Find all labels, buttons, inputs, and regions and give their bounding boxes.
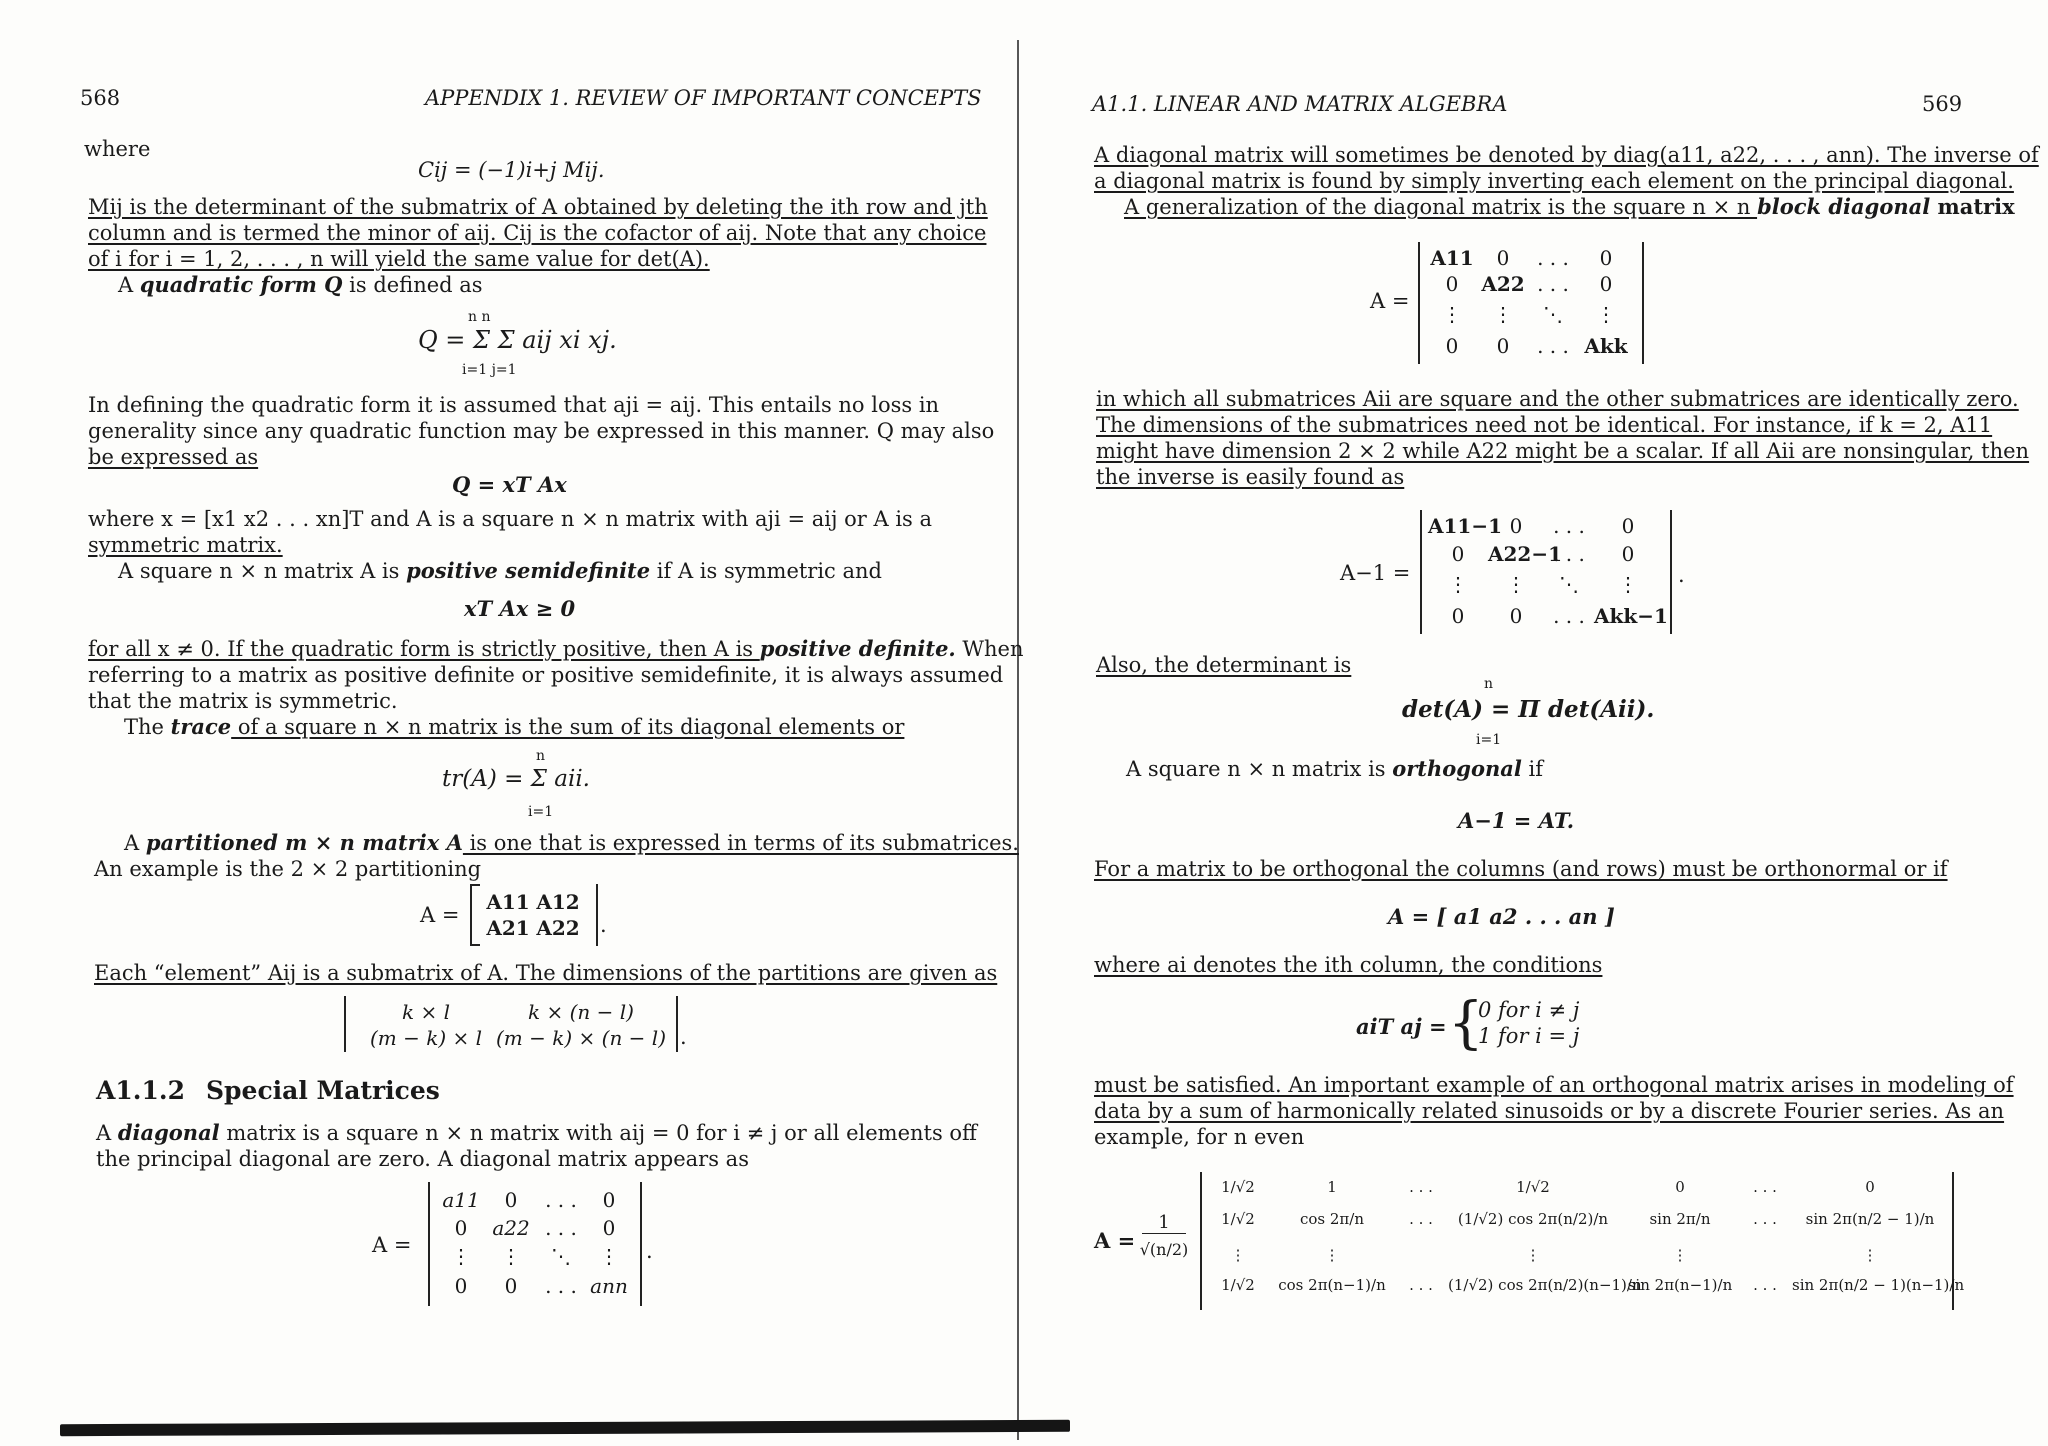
matrix-cell: Akk−1	[1594, 604, 1668, 628]
text-fragment: When	[955, 637, 1024, 661]
paragraph-defining-line1: In defining the quadratic form it is assumed that aji = aij. This entails no loss in	[88, 393, 940, 417]
matrix-cell: . . .	[1409, 1276, 1433, 1294]
matrix-cell: . . .	[1553, 542, 1585, 566]
matrix-cell: A11	[1430, 246, 1474, 270]
paragraph-where-x-line1: where x = [x1 x2 . . . xn]T and A is a square n × n matrix with aji = aij or A is a	[88, 507, 933, 531]
paragraph-minor-line2: column and is termed the minor of aij. Cij is the cofactor of aij. Note that any choice	[88, 221, 987, 245]
matrix-cell: a22	[492, 1216, 530, 1240]
matrix-cell: sin 2π(n/2 − 1)(n−1)/n	[1792, 1276, 1965, 1294]
equation-determinant: det(A) = Π det(Aii).	[1402, 696, 1655, 723]
running-header: APPENDIX 1. REVIEW OF IMPORTANT CONCEPTS	[425, 86, 982, 110]
term-quadratic-form: quadratic form Q	[139, 272, 343, 297]
text-fragment: A	[124, 831, 146, 855]
matrix-cell: 0	[1445, 272, 1459, 296]
matrix-cell: ⋮	[1596, 302, 1616, 326]
paragraph-orthonormal: For a matrix to be orthogonal the columns (and rows) must be orthonormal or if	[1094, 857, 1948, 881]
text-fragment: is defined as	[342, 273, 483, 297]
paragraph-trace	[124, 714, 904, 740]
matrix-cell: 0	[602, 1188, 616, 1212]
matrix-cell: 0	[1865, 1178, 1875, 1196]
matrix-cell: 1	[1327, 1178, 1337, 1196]
condition-case-2: 1 for i = j	[1478, 1024, 1580, 1048]
dft-matrix	[1200, 1172, 1965, 1310]
matrix-cell: ⋮	[1618, 572, 1638, 596]
left-page: 568 APPENDIX 1. REVIEW OF IMPORTANT CONCEPTS where Cij = (−1)i+j Mij. Mij is the determinant of the submatrix of A obtained by deleting the ith row and jth column and is termed the minor of aij. Cij is the cofactor of aij. Note that any choice of i for i = 1, 2, . . . , n will yield the same value for det(A). A quadratic form Q is defined as n n Q = Σ Σ aij xi xj. i=1 j=1 In defining the quadratic form it is assumed that aji = aij. This entails no loss in generality since any quadratic function may be expressed in this manner. Q may also be expressed as Q = xT Ax where x = [x1 x2 . . . xn]T and A is a square n × n matrix with aji = aij or A is a symmetric matrix. A square n × n matrix A is positive semidefinite if A is symmetric and xT Ax ≥ 0 for all x ≠ 0. If the quadratic form is strictly positive, then A is positive definite. When referring to a matrix as positive definite or positive semidefinite, it is always assumed that the matrix is symmetric. The trace of a square n × n matrix is the sum of its diagonal elements or n tr(A) = Σ aii. i=1 A partitioned m × n matrix A is one that is expressed in terms of its submatrices. An example is the 2 × 2 partitioning A = A11 A12 A21 A22 . Each “element” Aij is a submatrix of A. The dimensions of the partitions are given as k × l k × (n − l) (m − k) × l (m − k) × (n − l) . A1.1.2 Special Matrices A diagonal matrix is a square n × n matrix with aij = 0 for i ≠ j or all elements off the principal diagonal are zero. A diagonal matrix appears as A = a11 0 . . . 0 0 a22 . . . 0 ⋮ ⋮ ⋱ ⋮ 0 0 . . . ann .	[0, 0, 1010, 1446]
matrix-cell: cos 2π(n−1)/n	[1278, 1276, 1386, 1294]
equation-cofactor: Cij = (−1)i+j Mij.	[418, 158, 605, 182]
equation-orthogonal: A−1 = AT.	[1458, 808, 1575, 833]
matrix-cell: a11	[442, 1188, 480, 1212]
matrix-cell: (m − k) × (n − l)	[496, 1026, 666, 1050]
matrix-cell: ⋮	[501, 1244, 521, 1268]
matrix-cell: . . .	[545, 1188, 577, 1212]
matrix-cell: 0	[1496, 334, 1510, 358]
paragraph-where-x-line2: symmetric matrix.	[88, 533, 283, 557]
partition-lhs: A =	[420, 903, 460, 927]
matrix-cell: ⋮	[1672, 1246, 1688, 1264]
matrix-cell: 0	[454, 1274, 468, 1298]
section-title: Special Matrices	[206, 1076, 440, 1105]
text-fragment: is one that is expressed in terms of its submatrices.	[462, 831, 1019, 855]
paragraph-psd	[118, 558, 882, 584]
matrix-cell: 1/√2	[1516, 1178, 1550, 1196]
matrix-cell: (1/√2) cos 2π(n/2)(n−1)/n	[1448, 1276, 1642, 1294]
paragraph-submatrices-line1: in which all submatrices Aii are square and the other submatrices are identically zero.	[1096, 387, 2019, 411]
paragraph-determinant-intro: Also, the determinant is	[1096, 653, 1352, 677]
matrix-cell: . . .	[1753, 1276, 1777, 1294]
matrix-cell: . . .	[1753, 1178, 1777, 1196]
matrix-cell: 0	[504, 1188, 518, 1212]
blockdiag-lhs: A =	[1370, 289, 1410, 313]
matrix-cell: . . .	[1537, 334, 1569, 358]
inverse-block-matrix	[1420, 510, 1672, 634]
sum-upper-limits: n n	[468, 309, 491, 325]
paragraph-pd-line2: referring to a matrix as positive definite or positive semidefinite, it is always assumed	[88, 663, 1004, 687]
matrix-cell: ⋮	[599, 1244, 619, 1268]
matrix-cell: 0	[1445, 334, 1459, 358]
matrix-cell: k × (n − l)	[528, 1000, 634, 1024]
matrix-cell: k × l	[402, 1000, 450, 1024]
matrix-cell: ⋮	[1506, 572, 1526, 596]
matrix-cell: A22	[1481, 272, 1525, 296]
matrix-cell: 0	[1621, 514, 1635, 538]
section-number: A1.1.2	[96, 1076, 185, 1105]
text-fragment: A square n × n matrix is	[1126, 757, 1393, 781]
matrix-cell: . . .	[1537, 246, 1569, 270]
term-orthogonal: orthogonal	[1392, 756, 1522, 781]
matrix-cell: 0	[1496, 246, 1510, 270]
text-fragment: of a square n × n matrix is the sum of its diagonal elements or	[231, 715, 905, 739]
matrix-cell: ⋮	[1324, 1246, 1340, 1264]
text-fragment: matrix	[1930, 194, 2015, 219]
matrix-cell: ⋱	[1543, 302, 1563, 326]
paragraph-element: Each “element” Aij is a submatrix of A. The dimensions of the partitions are given as	[94, 961, 998, 985]
term-block-diagonal: block diagonal	[1757, 194, 1931, 219]
matrix-cell: ⋱	[1559, 572, 1579, 596]
matrix-cell: 0	[1599, 272, 1613, 296]
matrix-cell: 0	[602, 1216, 616, 1240]
matrix-cell: (m − k) × l	[369, 1026, 483, 1050]
matrix-cell: 0	[1451, 604, 1465, 628]
dft-lhs: A =	[1094, 1228, 1136, 1253]
paragraph-orthogonal	[1126, 756, 1543, 782]
paragraph-submatrices-line2: The dimensions of the submatrices need not be identical. For instance, if k = 2, A11	[1096, 413, 1993, 437]
matrix-cell: 0	[1509, 604, 1523, 628]
matrix-cell: sin 2π(n−1)/n	[1627, 1276, 1733, 1294]
paragraph-fourier-line1: must be satisfied. An important example of an orthogonal matrix arises in modeling of	[1094, 1073, 2014, 1097]
matrix-cell: A11−1	[1428, 514, 1503, 538]
paragraph-partitioned-line1	[124, 830, 1019, 856]
matrix-cell: ⋮	[1448, 572, 1468, 596]
matrix-cell: ⋮	[1230, 1246, 1246, 1264]
matrix-cell: . . .	[1537, 272, 1569, 296]
matrix-cell: 0	[1451, 542, 1465, 566]
page-number: 569	[1922, 92, 1963, 116]
condition-case-1: 0 for i ≠ j	[1478, 998, 1580, 1022]
sum-lower-limits: i=1 j=1	[462, 362, 517, 378]
dft-scale-numerator: 1	[1142, 1212, 1186, 1234]
matrix-cell: ⋮	[1862, 1246, 1878, 1264]
matrix-cell: sin 2π(n/2 − 1)/n	[1805, 1210, 1935, 1228]
paragraph-conditions: where ai denotes the ith column, the conditions	[1094, 953, 1603, 977]
matrix-cell: sin 2π/n	[1649, 1210, 1711, 1228]
text-fragment: A	[118, 273, 140, 297]
product-upper: n	[1484, 676, 1494, 692]
text-fragment: The	[124, 715, 171, 739]
matrix-cell: ⋮	[451, 1244, 471, 1268]
matrix-cell: ⋱	[551, 1244, 571, 1268]
dft-scale-denominator: √(n/2)	[1139, 1240, 1189, 1259]
matrix-cell: . . .	[545, 1216, 577, 1240]
matrix-cell: ⋮	[1493, 302, 1513, 326]
paragraph-quadratic	[118, 272, 483, 298]
partition-matrix	[470, 884, 598, 946]
matrix-cell: 0	[504, 1274, 518, 1298]
matrix-cell: (1/√2) cos 2π(n/2)/n	[1457, 1210, 1609, 1228]
equation-psd: xT Ax ≥ 0	[464, 596, 576, 621]
matrix-cell: 1/√2	[1221, 1276, 1255, 1294]
term-positive-definite: positive definite.	[759, 636, 956, 661]
right-page: A1.1. LINEAR AND MATRIX ALGEBRA 569 A diagonal matrix will sometimes be denoted by diag(a11, a22, . . . , ann). The inverse of a diagonal matrix is found by simply inverting each element on the principal diagonal. A generalization of the diagonal matrix is the square n × n block diagonal matrix A = A11 0 . . . 0 0 A22 . . . 0 ⋮ ⋮ ⋱ ⋮ 0 0 . . . Akk in which all submatrices Aii are square and the other submatrices are identically zero. The dimensions of the submatrices need not be identical. For instance, if k = 2, A11 might have dimension 2 × 2 while A22 might be a scalar. If all Aii are nonsingular, then the inverse is easily found as A−1 = A11−1 0 . . . 0 0 A22−1 . . . 0 ⋮ ⋮ ⋱ ⋮ 0 0 . . . Akk−1 . Also, the determinant is n det(A) = Π det(Aii). i=1 A square n × n matrix is orthogonal if A−1 = AT. For a matrix to be orthogonal the columns (and rows) must be orthonormal or if A = [ a1 a2 . . . an ] where ai denotes the ith column, the conditions aiT aj = { 0 for i ≠ j 1 for i = j must be satisfied. An important example of an orthogonal matrix arises in modeling of data by a sum of harmonically related sinusoids or by a discrete Fourier series. As an example, for n even A = 1 √(n/2) 1/√2 1 . . . 1/√2 0 . . . 0 1/√2 cos 2π/n . . . (1/√2) cos 2π(n/2)/n sin 2π/n . . . sin 2π(n/2 − 1)/n ⋮ ⋮ ⋮ ⋮ ⋮ 1/√2 cos 2π(n−1)/n . . . (1/√2) cos 2π(n/2)(n−1)/n sin 2π(n−1)/n . . . sin 2π(n/2 − 1)(n−1)/n	[1030, 0, 2048, 1446]
text-fragment: if A is symmetric and	[650, 559, 882, 583]
text-fragment: for all x ≠ 0. If the quadratic form is strictly positive, then A is	[88, 637, 760, 661]
left-brace: {	[1448, 991, 1484, 1056]
inverse-lhs: A−1 =	[1340, 561, 1411, 585]
matrix-cell: 0	[1675, 1178, 1685, 1196]
matrix-cell: 0	[454, 1216, 468, 1240]
paragraph-fourier-line3: example, for n even	[1094, 1125, 1305, 1149]
matrix-cell: . . .	[1409, 1210, 1433, 1228]
matrix-cell: 1/√2	[1221, 1178, 1255, 1196]
matrix-cell: A11	[486, 890, 530, 914]
equation-conditions-lhs: aiT aj =	[1356, 1014, 1447, 1039]
running-header: A1.1. LINEAR AND MATRIX ALGEBRA	[1092, 92, 1508, 116]
matrix-cell: 0	[1621, 542, 1635, 566]
matrix-cell: . . .	[1553, 514, 1585, 538]
book-gutter	[1017, 40, 1019, 1440]
trace-sum-lower: i=1	[528, 804, 554, 820]
matrix-cell: . . .	[545, 1274, 577, 1298]
text-fragment: A square n × n matrix A is	[118, 559, 407, 583]
paragraph-partitioned-line2: An example is the 2 × 2 partitioning	[94, 857, 482, 881]
term-positive-semidefinite: positive semidefinite	[406, 558, 651, 583]
term-partitioned: partitioned m × n matrix A	[145, 830, 463, 855]
matrix-cell: cos 2π/n	[1299, 1210, 1364, 1228]
matrix-cell: . . .	[1753, 1210, 1777, 1228]
term-diagonal: diagonal	[117, 1120, 220, 1145]
paragraph-where: where	[84, 137, 151, 161]
trace-sum-upper: n	[536, 748, 546, 764]
paragraph-minor-line1: Mij is the determinant of the submatrix of A obtained by deleting the ith row and jth	[88, 195, 988, 219]
paragraph-diag-notation-line2: a diagonal matrix is found by simply inverting each element on the principal diagonal.	[1094, 169, 2014, 193]
text-fragment: if	[1521, 757, 1543, 781]
matrix-cell: Akk	[1584, 334, 1628, 358]
product-lower: i=1	[1476, 732, 1502, 748]
paragraph-diag-notation-line1: A diagonal matrix will sometimes be denoted by diag(a11, a22, . . . , ann). The inverse of	[1094, 143, 2039, 167]
equation-q-xtax: Q = xT Ax	[452, 472, 567, 497]
matrix-cell: . . .	[1553, 604, 1585, 628]
text-fragment: matrix is a square n × n matrix with aij = 0 for i ≠ j or all elements off	[219, 1121, 977, 1145]
paragraph-submatrices-line4: the inverse is easily found as	[1096, 465, 1405, 489]
equation-quadratic-form: Q = Σ Σ aij xi xj.	[418, 326, 617, 354]
matrix-cell: 1/√2	[1221, 1210, 1255, 1228]
text-fragment: A generalization of the diagonal matrix is the square n × n	[1124, 195, 1758, 219]
equation-columns: A = [ a1 a2 . . . an ]	[1388, 904, 1615, 929]
matrix-cell: ⋮	[1442, 302, 1462, 326]
matrix-cell: A21	[486, 916, 530, 940]
paragraph-minor-line3: of i for i = 1, 2, . . . , n will yield the same value for det(A).	[88, 247, 710, 271]
text-fragment: A	[96, 1121, 118, 1145]
paragraph-submatrices-line3: might have dimension 2 × 2 while A22 might be a scalar. If all Aii are nonsingular, then	[1096, 439, 2030, 463]
matrix-cell: ann	[590, 1274, 628, 1298]
diagonal-matrix	[428, 1182, 642, 1306]
matrix-cell: A12	[536, 890, 580, 914]
term-trace: trace	[170, 714, 232, 739]
matrix-cell: A22	[536, 916, 580, 940]
paragraph-fourier-line2: data by a sum of harmonically related sinusoids or by a discrete Fourier series. As an	[1094, 1099, 2005, 1123]
matrix-cell: 0	[1599, 246, 1613, 270]
matrix-cell: ⋮	[1525, 1246, 1541, 1264]
matrix-cell: A22−1	[1488, 542, 1563, 566]
paragraph-defining-line2: generality since any quadratic function may be expressed in this manner. Q may also	[88, 419, 995, 443]
diag-lhs: A =	[372, 1233, 412, 1257]
paragraph-diagonal-line2: the principal diagonal are zero. A diagonal matrix appears as	[96, 1147, 749, 1171]
page-number: 568	[80, 86, 121, 110]
paragraph-diag-notation-line3	[1124, 194, 2015, 220]
matrix-cell: 0	[1509, 514, 1523, 538]
paragraph-pd-line3: that the matrix is symmetric.	[88, 689, 398, 713]
paragraph-pd-line1	[88, 636, 1024, 662]
matrix-cell: . . .	[1409, 1178, 1433, 1196]
dimension-matrix	[344, 996, 678, 1052]
equation-trace: tr(A) = Σ aii.	[442, 766, 590, 792]
block-diagonal-matrix	[1418, 242, 1644, 364]
paragraph-diagonal-line1	[96, 1120, 977, 1146]
paragraph-defining-line3: be expressed as	[88, 445, 259, 469]
